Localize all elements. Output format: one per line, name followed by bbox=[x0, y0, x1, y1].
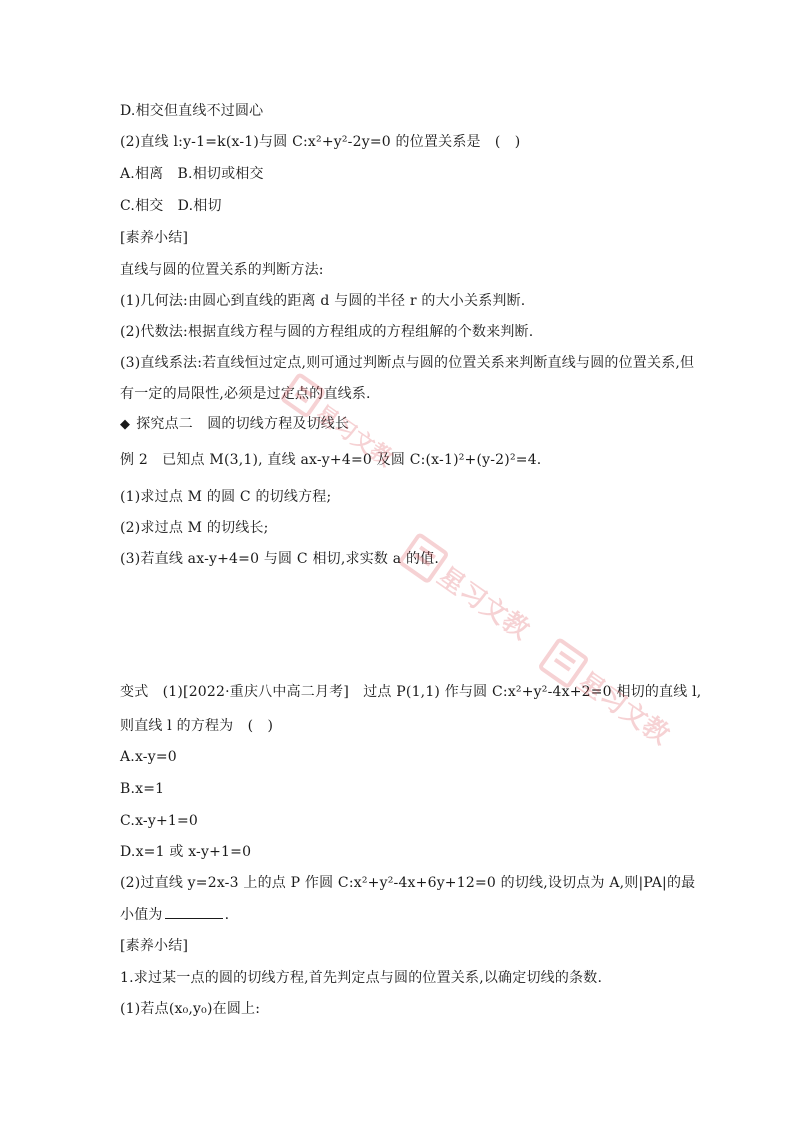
section-heading bbox=[120, 414, 349, 435]
method-line-system: (3)直线系法:若直线恒过定点,则可通过判断点与圆的位置关系来判断直线与圆的位置关系,但 bbox=[120, 355, 695, 371]
watermark-text: 星习文教 bbox=[432, 561, 535, 646]
variant-q2-cont bbox=[120, 904, 229, 925]
variant-q2-period: . bbox=[224, 907, 230, 923]
variant-q2: (2)过直线 y=2x-3 上的点 P 作圆 C:x²+y²-4x+6y+12=0 的切线,设切点为 A,则|PA|的最 bbox=[120, 875, 696, 891]
summary-2-sub-1: (1)若点(x₀,y₀)在圆上: bbox=[120, 1001, 261, 1017]
watermark-text: 星习文教 bbox=[310, 400, 397, 472]
method-algebraic: (2)代数法:根据直线方程与圆的方程组成的方程组解的个数来判断. bbox=[120, 324, 534, 340]
variant-option-d: D.x=1 或 x-y+1=0 bbox=[120, 844, 252, 860]
example-2: 例 2 已知点 M(3,1), 直线 ax-y+4=0 及圆 C:(x-1)²+(y-2)²=4. bbox=[120, 452, 542, 468]
summary-intro: 直线与圆的位置关系的判断方法: bbox=[120, 262, 324, 278]
watermark-text: 星习文教 bbox=[572, 666, 675, 751]
summary-heading: [素养小结] bbox=[120, 230, 189, 246]
example-2-q1: (1)求过点 M 的圆 C 的切线方程; bbox=[120, 489, 332, 505]
summary-heading-2: [素养小结] bbox=[120, 938, 189, 954]
variant-option-c: C.x-y+1=0 bbox=[120, 813, 199, 829]
example-2-q3: (3)若直线 ax-y+4=0 与圆 C 相切,求实数 a 的值. bbox=[120, 551, 440, 567]
method-line-system-cont: 有一定的局限性,必须是过定点的直线系. bbox=[120, 386, 371, 402]
diamond-icon: ◆ bbox=[120, 417, 131, 432]
variant-q1-cont: 则直线 l 的方程为 ( ) bbox=[120, 718, 274, 734]
example-2-q2: (2)求过点 M 的切线长; bbox=[120, 520, 269, 536]
section-title: 探究点二 圆的切线方程及切线长 bbox=[136, 416, 350, 432]
options-ab: A.相离 B.相切或相交 bbox=[120, 166, 264, 182]
question-2: (2)直线 l:y-1=k(x-1)与圆 C:x²+y²-2y=0 的位置关系是 ( ) bbox=[120, 134, 521, 150]
summary-2-point-1: 1.求过某一点的圆的切线方程,首先判定点与圆的位置关系,以确定切线的条数. bbox=[120, 970, 603, 986]
variant-q2-prefix: 小值为 bbox=[120, 907, 163, 923]
option-d-line: D.相交但直线不过圆心 bbox=[120, 103, 264, 119]
answer-blank[interactable] bbox=[165, 904, 223, 919]
variant-option-b: B.x=1 bbox=[120, 781, 165, 797]
variant-option-a: A.x-y=0 bbox=[120, 749, 177, 765]
method-geometric: (1)几何法:由圆心到直线的距离 d 与圆的半径 r 的大小关系判断. bbox=[120, 293, 526, 309]
options-cd: C.相交 D.相切 bbox=[120, 198, 222, 214]
variant-q1: 变式 (1)[2022·重庆八中高二月考] 过点 P(1,1) 作与圆 C:x²+y²-4x+2=0 相切的直线 l, bbox=[120, 684, 702, 700]
